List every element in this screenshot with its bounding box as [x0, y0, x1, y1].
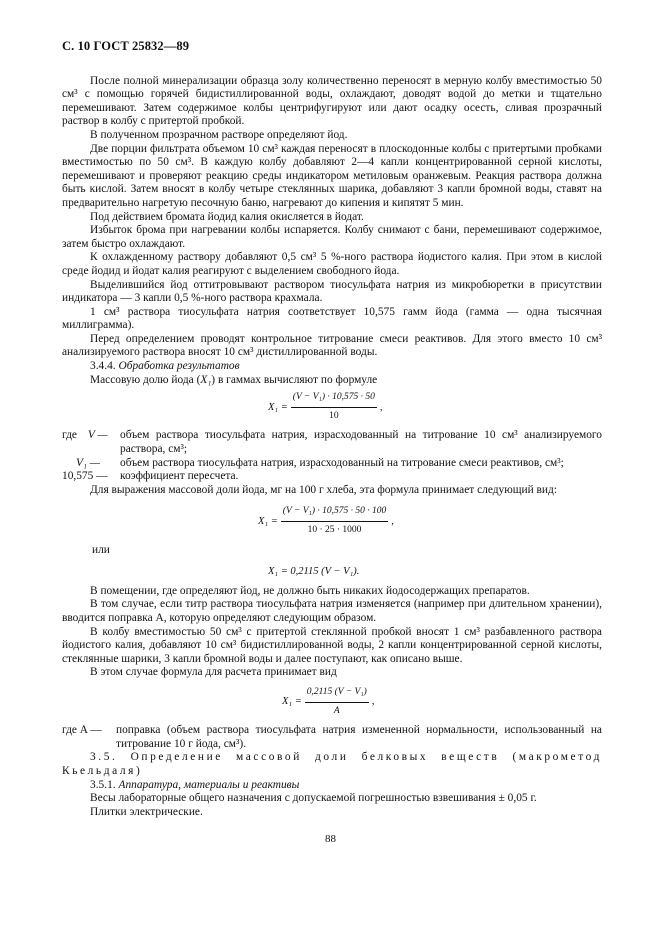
formula-numerator: (V − V₁) · 10,575 · 50 · 100	[281, 505, 388, 522]
paragraph: После полной минерализации образца золу количественно переносят в мерную колбу вместимостью 50 см³ с помощью горячей бидистиллированной воды, охлаждают, доводят водой до метки и тщательно перемешивают. Затем содержимое колбы центрифугируют или дают осадку осесть, сливая прозрачный раствор в колбу с притертой пробкой.	[62, 74, 602, 128]
paragraph: В этом случае формула для расчета принимает вид	[90, 666, 337, 679]
paragraph: В колбу вместимостью 50 см³ с притертой стеклянной пробкой вносят 1 см³ разбавленного раствора йодистого калия, добавляют 10 см³ бидистиллированной воды, 2 капли концентрированной серной кислоты, стеклянные шарики, 3 капли бромной воды и далее поступают, как описано выше.	[62, 625, 602, 665]
section-heading-3-4-4	[62, 360, 602, 374]
paragraph: Плитки электрические.	[90, 805, 203, 818]
section-title: Обработка результатов	[118, 360, 240, 373]
section-number: 3.5.1.	[90, 778, 116, 791]
page-number: 88	[325, 833, 336, 845]
section-number: 3.4.4.	[90, 360, 116, 373]
formula-2: X₁ = $\frac{\text{(V − V₁) · 10,575 · 50 · 100}}{10 \cdot 25 \cdot 1000}$ ,	[258, 505, 602, 537]
paragraph: К охлажденному раствору добавляют 0,5 см³ 5 %-ного раствора йодистого калия. При этом в кислой среде йодид и йодат калия реагируют с выделением свободного йода.	[62, 251, 602, 277]
page-header: С. 10 ГОСТ 25832—89	[62, 39, 190, 53]
definition-v1: V₁ — объем раствора тиосульфата натрия, израсходованный на титрование смеси реактивов, см³;	[76, 456, 564, 469]
definition-v: где V — объем раствора тиосульфата натрия, израсходованный на титрование 10 см³ анализируемого раствора, см³;	[62, 429, 602, 456]
formula-denominator: 10	[329, 410, 339, 421]
document-page	[62, 40, 602, 819]
paragraph: Избыток брома при нагревании колбы испаряется. Колбу снимают с бани, перемешивают содержимое, затем быстро охлаждают.	[62, 224, 602, 250]
definition-a: где A — поправка (объем раствора тиосульфата натрия измененной нормальности, использованный на титрование 10 г йода, см³).	[62, 724, 602, 750]
paragraph: Под действием бромата йодид калия окисляется в йодат.	[90, 210, 364, 223]
formula-numerator: (V − V₁) · 10,575 · 50	[291, 391, 377, 408]
paragraph: В помещении, где определяют йод, не должно быть никаких йодосодержащих препаратов.	[90, 584, 530, 597]
section-title: Аппаратура, материалы и реактивы	[118, 778, 300, 791]
or-word: или	[92, 543, 110, 556]
paragraph: Две порции фильтрата объемом 10 см³ каждая переносят в плоскодонные колбы с притертыми пробками вместимостью по 50 см³. В каждую колбу добавляют 2—4 капли концентрированной серной кислоты, перемешивают и проверяют реакцию среды индикатором метиловым оранжевым. Реакция раствора должна быть кислой. Затем вносят в колбу четыре стеклянных шарика, добавляют 3 капли бромной воды, ставят на предварительно нагретую песочную баню, нагревают до кипения и кипятят 5 мин.	[62, 142, 602, 209]
paragraph: В том случае, если титр раствора тиосульфата натрия изменяется (например при длительном хранении), вводится поправка A, которую определяют следующим образом.	[62, 598, 602, 624]
formula-1: X₁ = $\frac{\text{(V − V₁) · 10,575 · 50}}{10}$ ,	[268, 391, 602, 423]
paragraph: 1 см³ раствора тиосульфата натрия соответствует 10,575 гамм йода (гамма — одна тысячная миллиграмма).	[62, 305, 602, 332]
formula-denominator: 10 · 25 · 1000	[307, 525, 362, 535]
paragraph: Для выражения массовой доли йода, мг на 100 г хлеба, эта формула принимает следующий вид:	[90, 483, 557, 496]
section-heading-3-5-1	[62, 779, 602, 793]
paragraph: В полученном прозрачном растворе определяют йод.	[90, 128, 348, 141]
formula-numerator: 0,2115 (V − V₁)	[305, 686, 369, 703]
symbol-x1: X₁	[200, 373, 212, 386]
paragraph: Выделившийся йод оттитровывают раствором тиосульфата натрия из микробюретки в присутствии индикатора — 3 капли 0,5 %-ного раствора крахмала.	[62, 278, 602, 305]
paragraph: Массовую долю йода (X₁) в гаммах вычисляют по формуле	[90, 373, 378, 386]
paragraph: Перед определением проводят контрольное титрование смеси реактивов. Для этого вместо 10 см³ анализируемого раствора вносят 10 см³ дистиллированной воды.	[62, 332, 602, 359]
formula-denominator: A	[333, 705, 340, 716]
section-heading-3-5: 3.5. Определение массовой доли белковых веществ (макрометод Кьельдаля)	[62, 751, 602, 777]
definition-coefficient: 10,575 — коэффициент пересчета.	[62, 470, 239, 483]
formula-3: X₁ = 0,2115 (V − V₁).	[268, 566, 360, 578]
paragraph: Весы лабораторные общего назначения с допускаемой погрешностью взвешивания ± 0,05 г.	[90, 792, 537, 805]
formula-4: X₁ = $\frac{\text{0,2115 (V − V₁)}}{A}$ ,	[282, 686, 602, 718]
